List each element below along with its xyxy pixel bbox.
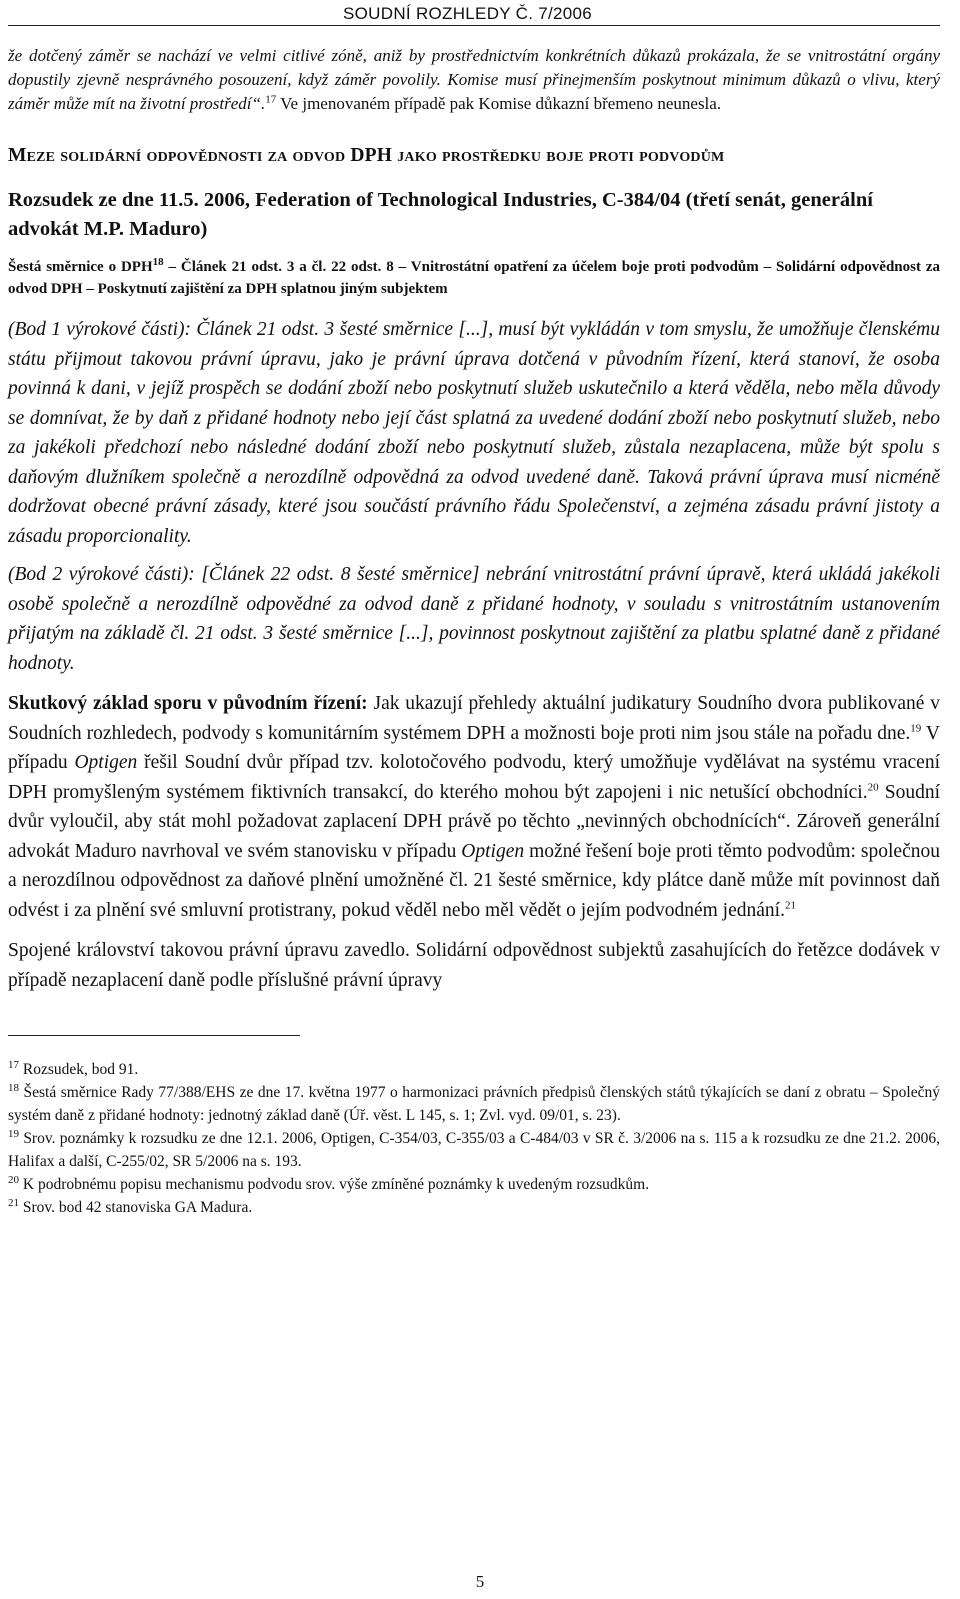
- footnote-number: 19: [8, 1127, 19, 1140]
- document-page: [8, 0, 940, 1219]
- footnote-ref-21[interactable]: 21: [784, 899, 796, 911]
- intro-rest-text: Ve jmenovaném případě pak Komise důkazní břemeno neunesla.: [276, 94, 722, 113]
- footnote: [8, 1196, 940, 1219]
- uk-paragraph: Spojené království takovou právní úpravu zavedlo. Solidární odpovědnost subjektů zasahujících do řetězce dodávek v případě nezaplacení daně podle příslušné právní úpravy: [8, 940, 940, 991]
- footnote: [8, 1081, 940, 1127]
- intro-paragraph: [8, 44, 940, 116]
- facts-text-2: V případu: [8, 722, 940, 773]
- footnote-ref-17[interactable]: 17: [265, 93, 277, 106]
- footnote-number: 21: [8, 1196, 19, 1209]
- footnote-ref-20[interactable]: 20: [867, 781, 879, 793]
- footnote: [8, 1127, 940, 1173]
- footnote: [8, 1173, 940, 1196]
- footnote-ref-19[interactable]: 19: [910, 722, 922, 734]
- keywords-rest: – Článek 21 odst. 3 a čl. 22 odst. 8 – Vnitrostátní opatření za účelem boje proti podvodům – Solidární odpovědnost za odvod DPH – Poskytnutí zajištění za DPH splatnou jiným subjektem: [8, 259, 941, 297]
- footnote-number: 18: [8, 1081, 19, 1094]
- footnote-number: 17: [8, 1058, 19, 1071]
- page-number: 5: [475, 1572, 485, 1591]
- facts-text-4: Soudní dvůr vyloučil, aby stát mohl požadovat zaplacení DPH právě po těchto „nevinných obchodnících“. Zároveň generální advokát Maduro navrhoval ve svém stanovisku v případu: [8, 781, 940, 862]
- footnote-text: Srov. poznámky k rozsudku ze dne 12.1. 2006, Optigen, C-354/03, C-355/03 a C-484/03 v SR č. 3/2006 na s. 115 a k rozsudku ze dne 21.2. 2006, Halifax a další, C-255/02, SR 5/2006 na s. 193.: [8, 1130, 940, 1170]
- facts-text-5: možné řešení boje proti těmto podvodům: společnou a nerozdílnou odpovědnost za daňové plnění umožněné čl. 21 šesté směrnice, kdy plátce daně může mít povinnost daň odvést i za plnění své smluvní protistrany, pokud věděl nebo měl vědět o jejím podvodném jednání.: [8, 840, 940, 921]
- intro-italic-text: že dotčený záměr se nachází ve velmi citlivé zóně, aniž by prostřednictvím konkrétních důkazů prokázala, že se vnitrostátní orgány dopustily zjevně nesprávného posouzení, když záměr povolily. Komise musí přinejmenším poskytnout minimum důkazů o vlivu, který záměr může mít na životní prostředí“.: [8, 46, 940, 113]
- footnote-text: Šestá směrnice Rady 77/388/EHS ze dne 17. května 1977 o harmonizaci právních předpisů členských států týkajících se daní z obratu – Společný systém daně z přidané hodnoty: jednotný základ daně (Úř. věst. L 145, s. 1; Zvl. vyd. 09/01, s. 23).: [8, 1084, 940, 1124]
- case-name-optigen: Optigen: [74, 752, 138, 773]
- footnote-text: K podrobnému popisu mechanismu podvodu srov. výše zmíněné poznámky k uvedeným rozsudkům.: [22, 1176, 650, 1193]
- facts-text-1: Jak ukazují přehledy aktuální judikatury Soudního dvora publikované v Soudních rozhledech, podvody s komunitárním systémem DPH a možnosti boje proti nim jsou stále na pořadu dne.: [8, 693, 940, 744]
- header-rule: [8, 25, 940, 26]
- keywords: [8, 256, 940, 300]
- footnote-text: Rozsudek, bod 91.: [22, 1061, 139, 1078]
- footnote: [8, 1058, 940, 1081]
- journal-title: SOUDNÍ ROZHLEDY Č. 7/2006: [340, 4, 595, 24]
- footnote-separator: [8, 1035, 300, 1036]
- keywords-start: Šestá směrnice o DPH: [8, 259, 153, 275]
- footnotes: [8, 1058, 940, 1219]
- ruling-point-1: (Bod 1 výrokové části): Článek 21 odst. 3 šesté směrnice [...], musí být vykládán v tom smyslu, že umožňuje členskému státu přijmout takovou právní úpravu, jako je právní úprava dotčená v původním řízení, která stanoví, že osoba povinná k dani, v jejíž prospěch se dodání zboží nebo poskytnutí služeb uskutečnilo a která věděla, nebo měla důvody se domnívat, že by daň z přidané hodnoty nebo její část splatná za uvedené dodání zboží nebo poskytnutí služeb, nebo za jakékoli předchozí nebo následné dodání zboží nebo poskytnutí služeb, zůstala nezaplacena, může být spolu s daňovým dlužníkem společně a nerozdílně odpovědná za odvod uvedené daně. Taková právní úprava musí nicméně dodržovat obecné právní zásady, které jsou součástí právního řádu Společenství, a zejména zásadu právní jistoty a zásadu proporcionality.: [8, 319, 940, 547]
- case-name-optigen: Optigen: [461, 840, 525, 862]
- case-title: Rozsudek ze dne 11.5. 2006, Federation of Technological Industries, C-384/04 (třetí senát, generální advokát M.P. Maduro): [8, 189, 873, 240]
- section-heading: Meze solidární odpovědnosti za odvod DPH jako prostředku boje proti podvodům: [8, 145, 725, 166]
- running-header: [8, 4, 940, 30]
- facts-paragraph: [8, 689, 940, 925]
- ruling-point-2: (Bod 2 výrokové části): [Článek 22 odst. 8 šesté směrnice] nebrání vnitrostátní právní úpravě, která ukládá jakékoli osobě společně a nerozdílně odpovědné za odvod daně z přidané hodnoty, v souladu s vnitrostátním ustanovením přijatým na základě čl. 21 odst. 3 šesté směrnice [...], povinnost poskytnout zajištění za platbu splatné daně z přidané hodnoty.: [8, 564, 940, 674]
- facts-lead: Skutkový základ sporu v původním řízení:: [8, 693, 368, 714]
- footnote-ref-18[interactable]: 18: [152, 256, 164, 268]
- facts-text-3: řešil Soudní dvůr případ tzv. kolotočového podvodu, který umožňuje vydělávat na systému vracení DPH promyšleným systémem fiktivních transakcí, do kterého mohou být zapojeni i nic netušící obchodníci.: [8, 752, 940, 803]
- footnote-text: Srov. bod 42 stanoviska GA Madura.: [22, 1199, 253, 1216]
- footnote-number: 20: [8, 1173, 19, 1186]
